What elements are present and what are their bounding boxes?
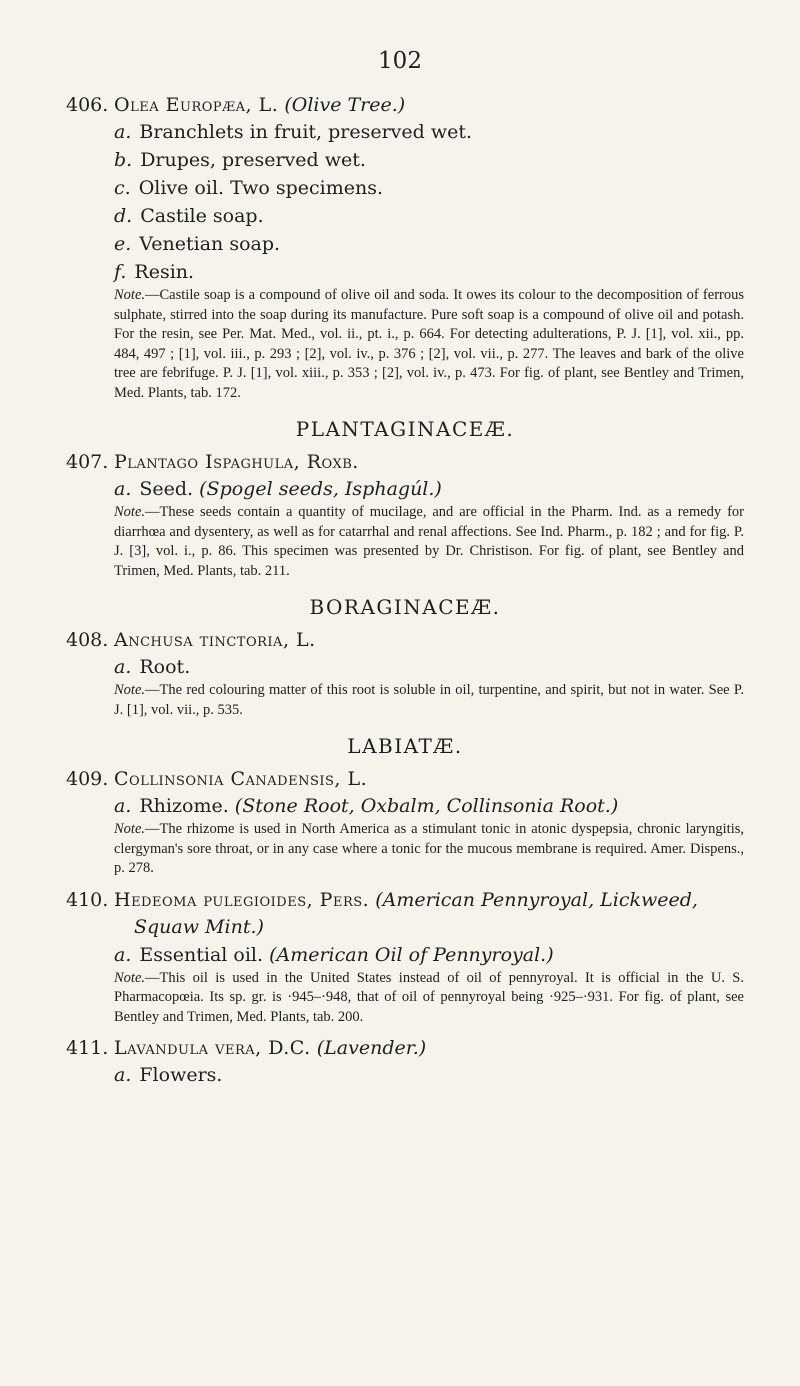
- note-label: Note.: [114, 969, 146, 986]
- entry-410: [66, 887, 744, 1028]
- item-text: Castile soap.: [140, 205, 264, 227]
- item-text: Rhizome.: [139, 795, 229, 817]
- entry-number: 410.: [66, 888, 109, 911]
- entry-title: [114, 1035, 426, 1061]
- specimen-item: [114, 230, 744, 258]
- entry-heading: [66, 766, 744, 792]
- specimen-item: [114, 202, 744, 230]
- specimen-item: [114, 792, 744, 820]
- specimen-item: [114, 118, 744, 146]
- species-name: Lavandula vera, D.C.: [114, 1037, 311, 1059]
- entry-title: [114, 92, 405, 118]
- item-letter: a.: [114, 1064, 132, 1086]
- item-letter: a.: [114, 795, 132, 817]
- item-letter: a.: [114, 121, 132, 143]
- common-name: (American Pennyroyal, Lickweed,: [375, 888, 698, 911]
- section-heading: BORAGINACEÆ.: [309, 595, 501, 619]
- specimen-item: [114, 174, 744, 202]
- item-text: Flowers.: [139, 1064, 223, 1086]
- entry-heading: [66, 92, 744, 118]
- note: [114, 820, 744, 879]
- note: [114, 681, 744, 720]
- entry-number: 407.: [66, 451, 109, 473]
- entry-heading: [66, 449, 744, 475]
- entry-number: 406.: [66, 94, 109, 116]
- entry-number: 411.: [66, 1037, 109, 1059]
- note: [114, 286, 744, 403]
- species-name: Anchusa tinctoria, L.: [114, 629, 316, 651]
- content: [66, 92, 744, 1097]
- item-text: Olive oil. Two specimens.: [138, 177, 384, 199]
- note-text: —The rhizome is used in North America as a stimulant tonic in atonic dyspepsia, chronic laryngitis, clergyman's sore throat, or in any case where a tonic for the mucous membrane is required. Amer. Dispens., p. 278.: [114, 821, 744, 876]
- entry-411: [66, 1035, 744, 1089]
- species-name: Collinsonia Canadensis, L.: [114, 768, 368, 790]
- specimen-item: [114, 258, 744, 286]
- specimen-item: [114, 1061, 744, 1089]
- item-letter: f.: [114, 261, 127, 283]
- note-label: Note.: [114, 287, 146, 303]
- note-text: —Castile soap is a compound of olive oil and soda. It owes its colour to the decomposition of ferrous sulphate, stirred into the soap during its manufacture. Pure soft soap is a compound of olive oil and potash. For the resin, see Per. Mat. Med., vol. ii., pt. i., p. 664. For detecting adulterations, P. J. [1], vol. xii., pp. 484, 497 ; [1], vol. iii., p. 293 ; [2], vol. iv., p. 376 ; [2], vol. vii., p. 277. The leaves and bark of the olive tree are febrifuge. P. J. [1], vol. xiii., p. 353 ; [2], vol. iv., p. 473. For fig. of plant, see Bentley and Trimen, Med. Plants, tab. 172.: [114, 287, 744, 401]
- entry-heading: [66, 887, 744, 913]
- item-letter: a.: [114, 656, 132, 678]
- note-text: —The red colouring matter of this root is soluble in oil, turpentine, and spirit, but not in water. See P. J. [1], vol. vii., p. 535.: [114, 682, 744, 718]
- note-label: Note.: [114, 821, 146, 837]
- note: [114, 503, 744, 581]
- common-name: (Olive Tree.): [284, 94, 406, 116]
- entry-number: 409.: [66, 768, 109, 790]
- entry-409: [66, 766, 744, 879]
- item-common-name: (American Oil of Pennyroyal.): [269, 943, 554, 966]
- item-common-name: (Stone Root, Oxbalm, Collinsonia Root.): [234, 795, 619, 817]
- common-name-line2: Squaw Mint.): [134, 915, 264, 938]
- entry-407: [66, 449, 744, 581]
- item-letter: b.: [114, 149, 133, 171]
- note-label: Note.: [114, 504, 146, 520]
- item-text: Root.: [139, 656, 191, 678]
- specimen-item: [114, 146, 744, 174]
- item-letter: a.: [114, 478, 132, 500]
- item-text: Venetian soap.: [139, 233, 281, 255]
- item-letter: e.: [114, 233, 132, 255]
- item-text: Essential oil.: [139, 943, 264, 966]
- item-common-name: (Spogel seeds, Isphagúl.): [199, 478, 442, 500]
- entry-heading: [66, 1035, 744, 1061]
- entry-number: 408.: [66, 629, 109, 651]
- entry-heading: [66, 627, 744, 653]
- item-letter: a.: [114, 943, 132, 966]
- page-number: 102: [378, 48, 422, 74]
- entry-406: [66, 92, 744, 403]
- item-text: Seed.: [139, 478, 194, 500]
- section-heading: LABIATÆ.: [347, 734, 463, 758]
- note-text: —These seeds contain a quantity of mucilage, and are official in the Pharm. Ind. as a remedy for diarrhœa and dysentery, as well as for catarrhal and renal affections. See Ind. Pharm., p. 182 ; and for fig. P. J. [3], vol. i., p. 86. This specimen was presented by Dr. Christison. For fig. of plant, see Bentley and Trimen, Med. Plants, tab. 211.: [114, 504, 744, 579]
- note: [114, 969, 744, 1028]
- entry-408: [66, 627, 744, 720]
- item-letter: c.: [114, 177, 131, 199]
- note-label: Note.: [114, 682, 146, 698]
- specimen-item: [114, 475, 744, 503]
- note-text: —This oil is used in the United States instead of oil of pennyroyal. It is official in the U. S. Pharmacopœia. Its sp. gr. is ·945–·948, that of oil of pennyroyal being ·925–·931. For fig. of plant, see Bentley and Trimen, Med. Plants, tab. 200.: [114, 969, 744, 1025]
- specimen-item: [114, 653, 744, 681]
- item-text: Drupes, preserved wet.: [140, 149, 366, 171]
- specimen-item: [114, 941, 744, 969]
- item-text: Resin.: [134, 261, 195, 283]
- species-name: Plantago Ispaghula, Roxb.: [114, 451, 359, 473]
- common-name: (Lavender.): [316, 1037, 427, 1059]
- section-heading: PLANTAGINACEÆ.: [295, 417, 515, 441]
- common-name-continued: [114, 913, 744, 941]
- item-letter: d.: [114, 205, 133, 227]
- species-name: Olea Europæa, L.: [114, 94, 279, 116]
- item-text: Branchlets in fruit, preserved wet.: [139, 121, 473, 143]
- entry-title: [114, 887, 698, 913]
- species-name: Hedeoma pulegioides, Pers.: [114, 888, 370, 911]
